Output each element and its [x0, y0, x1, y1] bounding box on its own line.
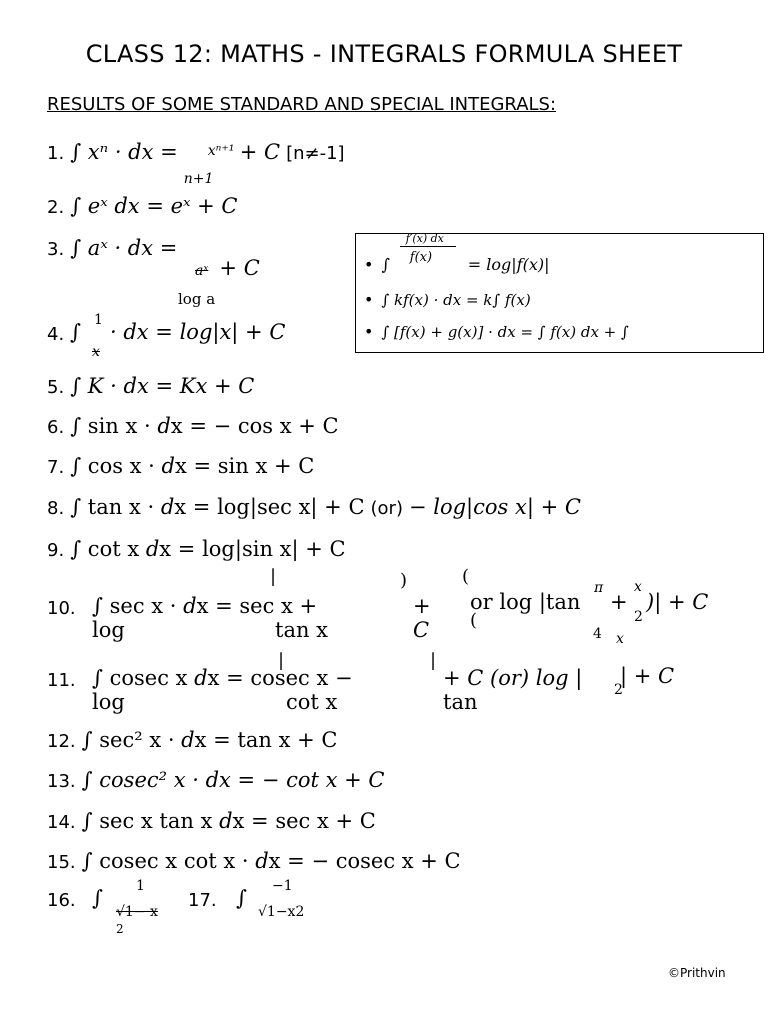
formula-8 [47, 495, 581, 519]
bullet-icon: • [364, 290, 374, 309]
plus-sign: + [610, 590, 628, 614]
formula-number: 5. [47, 377, 65, 398]
formula-11-partb: cot x [286, 690, 338, 714]
box-item-2-text: ∫ kf(x) · 𝑑x = k∫ f(x) [381, 291, 531, 309]
bar-mark: | [278, 650, 285, 671]
formula-number: 4. [47, 324, 65, 345]
bar-mark: | [270, 566, 277, 587]
formula-6 [47, 414, 339, 438]
fraction-numerator: xⁿ⁺¹ [207, 143, 235, 159]
formula-number: 10. [47, 598, 76, 619]
box-item-2 [364, 290, 531, 309]
formula-7 [47, 454, 314, 478]
formula-number: 17. [188, 890, 217, 911]
formula-text: ∫ cosec x cot x · 𝑑x = − cosec x + C [81, 849, 461, 873]
fraction-numerator: −1 [272, 878, 293, 894]
formula-text: ∫ sec² x · 𝑑x = tan x + C [81, 728, 338, 752]
formula-number: 3. [47, 239, 65, 260]
formula-number: 8. [47, 498, 65, 519]
formula-lhs: ∫ xⁿ · 𝑑x = [70, 140, 178, 164]
bullet-icon: • [364, 255, 374, 274]
formula-tail: | + C [620, 664, 675, 688]
fraction-denominator: n+1 [183, 171, 214, 187]
formula-15 [47, 849, 461, 873]
formula-text: ∫ sin x · 𝑑x = − cos x + C [70, 414, 339, 438]
formula-number: 2. [47, 197, 65, 218]
formula-1 [47, 140, 345, 187]
formula-11-line1: ∫ cosec x 𝑑x = cosec x − [92, 666, 353, 690]
formula-12 [47, 728, 337, 752]
properties-box [355, 233, 764, 353]
formula-text: ∫ cosec² x · 𝑑x = − cot x + C [81, 768, 385, 792]
section-subtitle: RESULTS OF SOME STANDARD AND SPECIAL INTEGRALS: [47, 94, 557, 115]
integral-sign: ∫ [381, 255, 390, 274]
formula-number: 6. [47, 417, 65, 438]
formula-number: 16. [47, 890, 76, 911]
formula-tail: )| + C [646, 590, 709, 614]
formula-rhs: + C [219, 256, 260, 280]
copyright: ©Prithvin [668, 966, 726, 980]
formula-number: 15. [47, 852, 76, 873]
formula-3-fraction [195, 256, 260, 280]
formula-number: 1. [47, 143, 65, 164]
fraction-numerator: 1 [94, 312, 103, 328]
formula-3 [47, 236, 177, 260]
formula-rhs: + C [239, 140, 281, 164]
formula-number: 9. [47, 540, 65, 561]
variable-x: x [616, 631, 624, 647]
formula-10-or: or log |tan [470, 590, 581, 614]
formula-10-partb: tan x [275, 618, 329, 642]
box-item-3-text: ∫ [f(x) + g(x)] · 𝑑x = ∫ f(x) 𝑑x + ∫ [381, 323, 629, 341]
formula-note: [n≠-1] [286, 143, 345, 164]
paren-mark: ( [470, 610, 478, 631]
integral-sign: ∫ [70, 320, 81, 344]
formula-number: 7. [47, 457, 65, 478]
integral-sign: ∫ [92, 886, 103, 910]
formula-alt: − log|cos x| + C [408, 495, 581, 519]
formula-9 [47, 537, 346, 561]
formula-10-line2: log [92, 618, 125, 642]
formula-text: ∫ cos x · 𝑑x = sin x + C [70, 454, 315, 478]
formula-text: ∫ tan x · 𝑑x = log|sec x| + C [70, 495, 365, 519]
fraction-denominator: 2 [634, 609, 643, 625]
formula-lhs: ∫ aˣ · 𝑑x = [70, 236, 178, 260]
box-item-1 [364, 233, 550, 274]
formula-text: ∫ cot x 𝑑x = log|sin x| + C [70, 537, 346, 561]
integral-sign: ∫ [236, 886, 247, 910]
paren-mark: ) [400, 570, 408, 591]
pi-symbol: π [594, 580, 604, 596]
box-item-3 [364, 322, 629, 341]
formula-text: ∫ eˣ 𝑑x = eˣ + C [70, 194, 238, 218]
fraction-numerator: 1 [136, 878, 145, 894]
tan-word: tan [443, 690, 478, 714]
fraction-denominator: √1−x2 [258, 904, 305, 920]
bar-mark: | [430, 650, 437, 671]
formula-number: 14. [47, 812, 76, 833]
exponent: 2 [116, 922, 124, 936]
formula-rhs: · 𝑑x = log|x| + C [110, 320, 286, 344]
box-fraction [398, 233, 460, 270]
fraction-denominator: f(x) [409, 250, 433, 265]
or-label: (or) [370, 498, 403, 519]
paren-mark: ( [462, 566, 470, 587]
fraction-denominator: x [92, 344, 100, 360]
formula-14 [47, 809, 376, 833]
fraction-denominator: √1− x [116, 904, 158, 920]
fraction-denominator: log a [178, 290, 216, 308]
bullet-icon: • [364, 322, 374, 341]
page-title: CLASS 12: MATHS - INTEGRALS FORMULA SHEET [85, 40, 683, 68]
formula-text: ∫ sec x tan x 𝑑x = sec x + C [81, 809, 376, 833]
formula-11-line2: log [92, 690, 125, 714]
formula-2 [47, 194, 238, 218]
formula-number: 11. [47, 670, 76, 691]
fraction-numerator: aˣ [195, 263, 209, 279]
fraction-denominator: 4 [593, 626, 602, 642]
formula-11-mid: + C (or) log | [443, 666, 583, 690]
box-item-1-rhs: = log|f(x)| [467, 255, 550, 274]
fraction-bar [400, 246, 456, 247]
formula-number: 12. [47, 731, 76, 752]
formula-10-line1: ∫ sec x · 𝑑x = sec x + [92, 594, 318, 618]
formula-text: ∫ K · 𝑑x = Kx + C [70, 374, 255, 398]
plus-sign: + [413, 594, 431, 618]
fraction-numerator: f′(x) dx [405, 233, 444, 245]
formula-number: 13. [47, 771, 76, 792]
constant-c: C [413, 618, 430, 642]
fraction-denominator: 2 [614, 682, 623, 698]
fraction-numerator: x [634, 579, 642, 595]
formula-13 [47, 768, 384, 792]
formula-5 [47, 374, 254, 398]
